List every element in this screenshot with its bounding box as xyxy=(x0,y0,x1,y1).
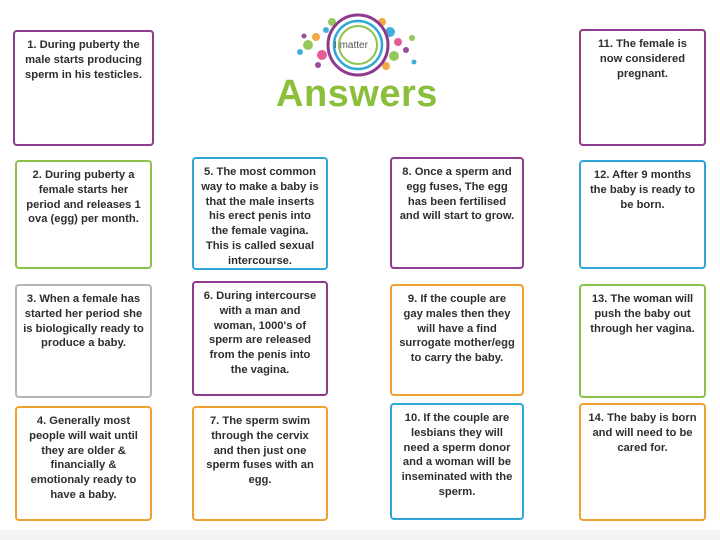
answer-card-11 xyxy=(579,29,706,146)
answer-card-3 xyxy=(15,284,152,398)
answer-card-text: 12. After 9 months the baby is ready to be born. xyxy=(589,169,696,211)
answer-card-text: 2. During puberty a female starts her period and releases 1 ova (egg) per month. xyxy=(26,169,141,226)
answer-card-text: 1. During puberty the male starts producing sperm in his testicles. xyxy=(25,39,142,81)
answer-card-7 xyxy=(192,406,328,521)
answer-card-4 xyxy=(15,406,152,521)
logo-text: I matter xyxy=(334,40,368,51)
answer-card-13 xyxy=(579,284,706,398)
answer-card-5 xyxy=(192,157,328,270)
answer-card-14 xyxy=(579,403,706,521)
answer-card-text: 5. The most common way to make a baby is that the male inserts his erect penis into the female vagina. This is called sexual intercourse. xyxy=(201,166,319,267)
answer-card-8 xyxy=(390,157,524,269)
answer-card-text: 4. Generally most people will wait until they are older & financially & emotionaly ready to have a baby. xyxy=(29,415,138,501)
answer-card-text: 10. If the couple are lesbians they will need a sperm donor and a woman will be inseminated with the sperm. xyxy=(401,412,513,498)
answer-card-6 xyxy=(192,281,328,396)
answer-card-text: 9. If the couple are gay males then they will have a find surrogate mother/egg to carry the baby. xyxy=(399,293,515,365)
answer-card-text: 7. The sperm swim through the cervix and then just one sperm fuses with an egg. xyxy=(206,415,314,487)
answer-card-12 xyxy=(579,160,706,269)
answer-card-10 xyxy=(390,403,524,520)
answer-card-text: 6. During intercourse with a man and woman, 1000's of sperm are released from the penis into the vagina. xyxy=(203,290,317,376)
page-title: Answers xyxy=(276,73,438,115)
answer-card-text: 8. Once a sperm and egg fuses, The egg has been fertilised and will start to grow. xyxy=(399,166,515,223)
answer-card-text: 3. When a female has started her period she is biologically ready to produce a baby. xyxy=(23,293,144,350)
answer-card-2 xyxy=(15,160,152,269)
answer-card-text: 14. The baby is born and will need to be cared for. xyxy=(588,412,697,454)
answer-card-text: 13. The woman will push the baby out through her vagina. xyxy=(590,293,695,335)
bottom-edge xyxy=(0,530,720,540)
answer-card-text: 11. The female is now considered pregnant. xyxy=(598,38,687,80)
answer-card-9 xyxy=(390,284,524,396)
answer-card-1 xyxy=(13,30,154,146)
